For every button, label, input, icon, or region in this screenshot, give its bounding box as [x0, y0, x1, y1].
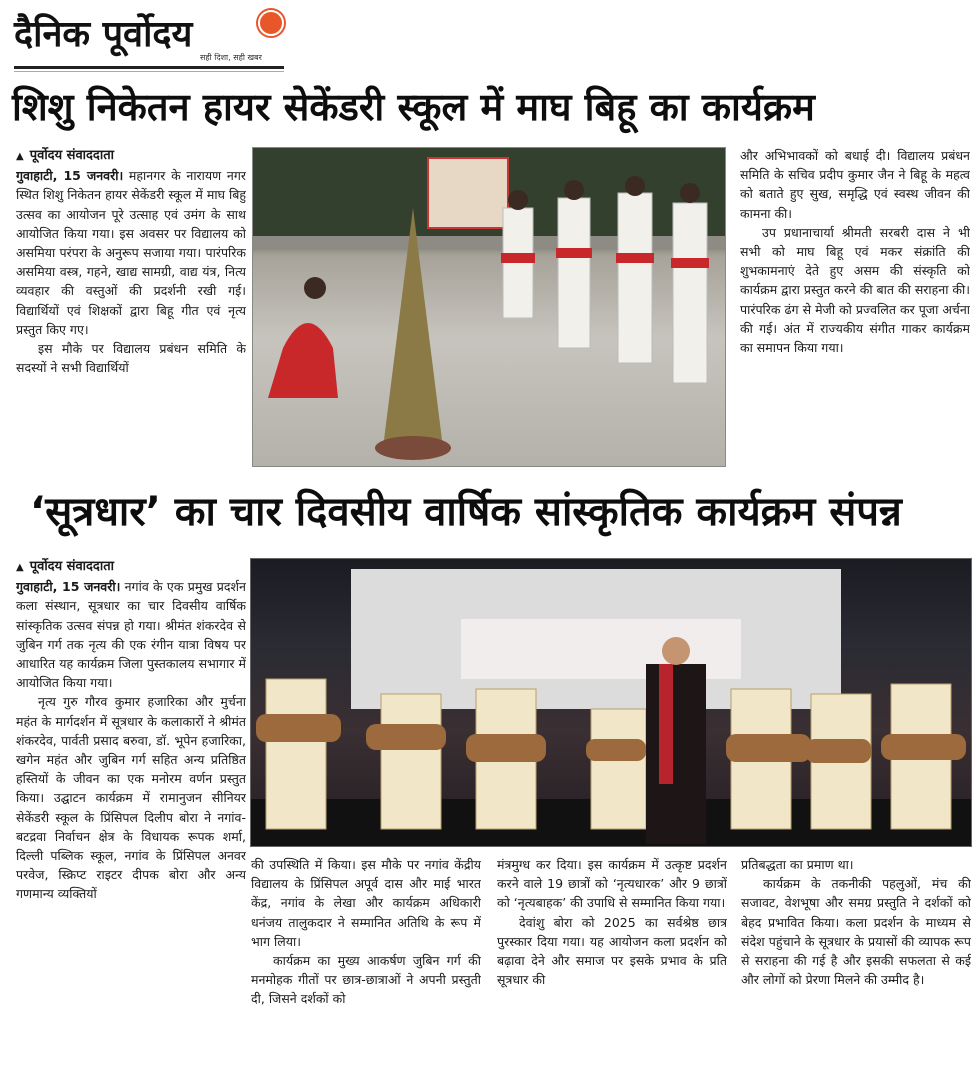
story1-col3-para2: उप प्रधानाचार्या श्रीमती सरबरी दास ने भी सभी को माघ बिहू एवं मकर संक्रांति की शुभकामनाएं देते हुए असम की संस्कृति को कार्यक्रम द्वारा प्रस्तुत करने की बात की सराहना की। पारंपरिक ढंग से मेजी को प्रज्वलित कर पूजा अर्चना की गई। अंत में राज्यकीय संगीत गाकर कार्यक्रम का समापन किया गया।	[740, 224, 970, 356]
story1-col3-para1: और अभिभावकों को बधाई दी। विद्यालय प्रबंधन समिति के सचिव प्रदीप कुमार जैन ने बिहू के महत्व को बताते हुए सुख, समृद्धि एवं स्वस्थ जीवन की कामना की।	[740, 148, 970, 221]
bihu-photo-illustration	[253, 148, 725, 466]
masthead-logo: दैनिक पूर्वोदय	[14, 13, 193, 55]
story1-column-1	[16, 146, 246, 464]
story2-dateline: गुवाहाटी, 15 जनवरी।	[16, 579, 121, 595]
masthead-rule-thin	[14, 71, 284, 72]
story1-byline-text: पूर्वोदय संवाददाता	[29, 148, 114, 163]
story2-col1-para2: नृत्य गुरु गौरव कुमार हजारिका और मुर्चना महंत के मार्गदर्शन में सूत्रधार के कलाकारों ने श्रीमंत शंकरदेव, पार्वती प्रसाद बरुवा, डॉ. भूपेन हजारिका, खगेन महंत और जुबिन गर्ग सहित अन्य प्रतिष्ठित हस्तियों के जीवन का एक मनोरम वर्णन प्रस्तुत किया। उद्घाटन कार्यक्रम में रामानुजन सीनियर सेकेंडरी स्कूल के प्रिंसिपल दिलीप बोरा ने नगांव-बटद्रवा निर्वाचन क्षेत्र के विधायक रूपक शर्मा, दिल्ली पब्लिक स्कूल, नगांव के प्रिंसिपल अनवर परवेज, स्क्रिप्ट राइटर दीपक बोरा और अन्य गणमान्य व्यक्तियों	[16, 694, 246, 902]
logo-dot-icon	[258, 10, 284, 36]
story2-col4-para2: कार्यक्रम के तकनीकी पहलुओं, मंच की सजावट, वेशभूषा और समग्र प्रस्तुति ने दर्शकों को बेहद प्रभावित किया। कला प्रदर्शन के माध्यम से संदेश पहुंचाने के सूत्रधार के प्रयासों की व्यापक रूप से सराहना की गई है और इसकी सफलता से कई और लोगों को प्रेरणा मिलने की उम्मीद है।	[741, 876, 971, 988]
story2-col2-para1: की उपस्थिति में किया। इस मौके पर नगांव केंद्रीय विद्यालय के प्रिंसिपल अपूर्व दास और माई भारत केंद्र, नगांव के लेखा और कार्यक्रम अधिकारी धनंजय तालुकदार ने सम्मानित अतिथि के रूप में भाग लिया।	[251, 857, 481, 949]
story2-column-3	[497, 855, 727, 1062]
story1-byline	[16, 146, 246, 166]
story1-dateline: गुवाहाटी, 15 जनवरी।	[16, 168, 124, 184]
masthead-rule	[14, 66, 284, 69]
story2-col3-para1: मंत्रमुग्ध कर दिया। इस कार्यक्रम में उत्कृष्ट प्रदर्शन करने वाले 19 छात्रों को ‘नृत्यधारक’ और 9 छात्रों को ‘नृत्यबाहक’ की उपाधि से सम्मानित किया गया।	[497, 857, 727, 911]
story1-col1-para2: इस मौके पर विद्यालय प्रबंधन समिति के सदस्यों ने सभी विद्यार्थियों	[16, 341, 246, 376]
story2-col3-para2: देवांशु बोरा को 2025 का सर्वश्रेष्ठ छात्र पुरस्कार दिया गया। यह आयोजन कला प्रदर्शन को बढ़ावा देने और समाज पर इसके प्रभाव के प्रति सूत्रधार की	[497, 914, 727, 988]
stage-photo-illustration	[251, 559, 971, 846]
story2-col4-para1: प्रतिबद्धता का प्रमाण था।	[741, 857, 854, 872]
story1-photo	[252, 147, 726, 467]
story2-column-2	[251, 855, 481, 1062]
story1-col1-para1: महानगर के नारायण नगर स्थित शिशु निकेतन हायर सेकेंडरी स्कूल में माघ बिहु उत्सव का आयोजन पूरे उत्साह एवं उमंग के साथ आयोजित किया गया। इस अवसर पर विद्यालय को असमिया परंपरा के अनुरूप सजाया गया। पारंपरिक असमिया वस्त्र, गहने, खाद्य सामग्री, वाद्य यंत्र, नित्य व्यवहार की वस्तुओं की प्रदर्शनी रखी गई। विद्यार्थियों एवं शिक्षकों द्वारा बिहू गीत एवं नृत्य प्रस्तुत किए गए।	[16, 168, 246, 337]
masthead-tagline: सही दिशा, सही खबर	[200, 53, 262, 62]
story2-col1-para1: नगांव के एक प्रमुख प्रदर्शन कला संस्थान, सूत्रधार का चार दिवसीय वार्षिक सांस्कृतिक उत्सव संपन्न हो गया। श्रीमंत शंकरदेव से जुबिन गर्ग तक नृत्य की एक रंगीन यात्रा विषय पर आधारित यह कार्यक्रम जिला पुस्तकालय सभागार में आयोजित किया गया।	[16, 579, 246, 691]
story2-byline	[16, 557, 246, 577]
story2-byline-text: पूर्वोदय संवाददाता	[29, 559, 114, 574]
story2-headline: ‘सूत्रधार’ का चार दिवसीय वार्षिक सांस्कृतिक कार्यक्रम संपन्न	[30, 489, 902, 535]
triangle-up-icon: ▲	[16, 562, 24, 573]
triangle-up-icon: ▲	[16, 151, 24, 162]
story2-photo	[250, 558, 972, 847]
story1-column-3	[740, 146, 970, 464]
story1-headline: शिशु निकेतन हायर सेकेंडरी स्कूल में माघ बिहू का कार्यक्रम	[12, 85, 815, 129]
story2-col2-para2: कार्यक्रम का मुख्य आकर्षण जुबिन गर्ग की मनमोहक गीतों पर छात्र-छात्राओं ने अपनी प्रस्तुती दी, जिसने दर्शकों को	[251, 953, 481, 1007]
story2-column-1	[16, 557, 246, 1062]
story2-column-4	[741, 855, 971, 1062]
